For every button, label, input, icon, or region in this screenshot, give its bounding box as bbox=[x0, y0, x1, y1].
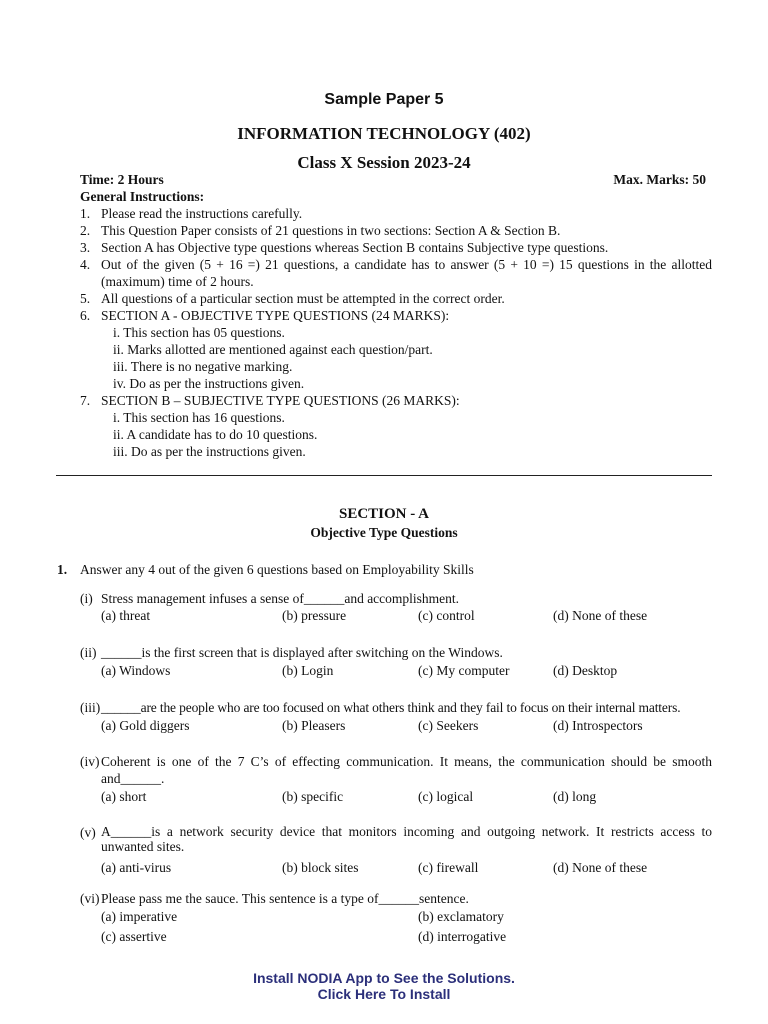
option: (a) Windows bbox=[101, 663, 171, 678]
instruction-num: 7. bbox=[80, 393, 91, 408]
part-text: ______are the people who are too focused on what others think and they fail to focus on their internal matters. bbox=[101, 700, 681, 715]
option: (c) control bbox=[418, 608, 475, 623]
class-session: Class X Session 2023-24 bbox=[297, 153, 471, 172]
part-label: (ii) bbox=[80, 645, 97, 660]
instruction-text: Please read the instructions carefully. bbox=[101, 206, 303, 221]
section-b-subitem: ii. A candidate has to do 10 questions. bbox=[113, 427, 318, 442]
section-subtitle: Objective Type Questions bbox=[310, 525, 458, 540]
part-text: Please pass me the sauce. This sentence is a type of______sentence. bbox=[101, 891, 469, 906]
instruction-text: Out of the given (5 + 16 =) 21 questions, a candidate has to answer (5 + 10 =) 15 questions in the allotted (maximum) time of 2 hours. bbox=[101, 257, 712, 289]
part-text: Stress management infuses a sense of______and accomplishment. bbox=[101, 591, 460, 606]
section-a-subitem: ii. Marks allotted are mentioned against each question/part. bbox=[113, 342, 433, 357]
section-title: SECTION - A bbox=[338, 506, 430, 522]
option: (d) interrogative bbox=[418, 929, 507, 944]
part-text: A______is a network security device that monitors incoming and outgoing network. It restricts access to unwanted sites. bbox=[101, 824, 712, 854]
instruction-text: This Question Paper consists of 21 questions in two sections: Section A & Section B. bbox=[101, 223, 561, 238]
option: (b) exclamatory bbox=[418, 909, 504, 924]
section-b-subitem: i. This section has 16 questions. bbox=[113, 410, 285, 425]
section-a-subitem: iv. Do as per the instructions given. bbox=[113, 376, 305, 391]
instruction-num: 6. bbox=[80, 308, 91, 323]
option: (d) None of these bbox=[553, 860, 648, 875]
part-label: (iii) bbox=[80, 700, 101, 715]
part-text: ______is the first screen that is displayed after switching on the Windows. bbox=[101, 645, 503, 660]
instructions-heading: General Instructions: bbox=[80, 189, 205, 204]
question-text: Answer any 4 out of the given 6 questions based on Employability Skills bbox=[80, 562, 474, 577]
option: (b) Login bbox=[282, 663, 334, 678]
option: (d) long bbox=[553, 789, 597, 804]
option: (b) specific bbox=[282, 789, 344, 804]
section-a-subitem: i. This section has 05 questions. bbox=[113, 325, 285, 340]
option: (a) short bbox=[101, 789, 147, 804]
option: (c) firewall bbox=[418, 860, 479, 875]
option: (d) Introspectors bbox=[553, 718, 643, 733]
divider bbox=[56, 475, 712, 476]
click-to-install-link[interactable]: Click Here To Install bbox=[317, 986, 451, 1002]
max-marks-label: Max. Marks: 50 bbox=[613, 172, 706, 187]
install-app-link[interactable]: Install NODIA App to See the Solutions. bbox=[253, 970, 515, 986]
instruction-text: All questions of a particular section must be attempted in the correct order. bbox=[101, 291, 505, 306]
part-text: Coherent is one of the 7 C’s of effecting communication. It means, the communication should be smooth and______. bbox=[101, 754, 712, 786]
instruction-num: 3. bbox=[80, 240, 91, 255]
section-b-subitem: iii. Do as per the instructions given. bbox=[113, 444, 306, 459]
option: (c) Seekers bbox=[418, 718, 479, 733]
instruction-num: 5. bbox=[80, 291, 91, 306]
option: (a) imperative bbox=[101, 909, 178, 924]
section-a-subitem: iii. There is no negative marking. bbox=[113, 359, 293, 374]
option: (c) assertive bbox=[101, 929, 167, 944]
option: (c) My computer bbox=[418, 663, 510, 678]
option: (c) logical bbox=[418, 789, 474, 804]
option: (a) Gold diggers bbox=[101, 718, 190, 733]
option: (d) None of these bbox=[553, 608, 648, 623]
instruction-text: SECTION B – SUBJECTIVE TYPE QUESTIONS (26 MARKS): bbox=[101, 393, 460, 408]
time-label: Time: 2 Hours bbox=[80, 172, 164, 187]
part-label: (iv) bbox=[80, 754, 100, 769]
part-label: (vi) bbox=[80, 891, 100, 906]
option: (b) Pleasers bbox=[282, 718, 346, 733]
subject-title: INFORMATION TECHNOLOGY (402) bbox=[237, 124, 531, 143]
instruction-text: SECTION A - OBJECTIVE TYPE QUESTIONS (24 MARKS): bbox=[101, 308, 450, 323]
option: (a) anti-virus bbox=[101, 860, 172, 875]
sample-paper-title: Sample Paper 5 bbox=[324, 91, 444, 108]
part-label: (v) bbox=[80, 825, 96, 840]
question-number: 1. bbox=[57, 562, 68, 577]
part-label: (i) bbox=[80, 591, 93, 606]
instruction-num: 4. bbox=[80, 257, 91, 272]
option: (d) Desktop bbox=[553, 663, 618, 678]
instruction-text: Section A has Objective type questions whereas Section B contains Subjective type questions. bbox=[101, 240, 609, 255]
option: (b) pressure bbox=[282, 608, 347, 623]
option: (b) block sites bbox=[282, 860, 359, 875]
option: (a) threat bbox=[101, 608, 151, 623]
instruction-num: 1. bbox=[80, 206, 91, 221]
instruction-num: 2. bbox=[80, 223, 91, 238]
